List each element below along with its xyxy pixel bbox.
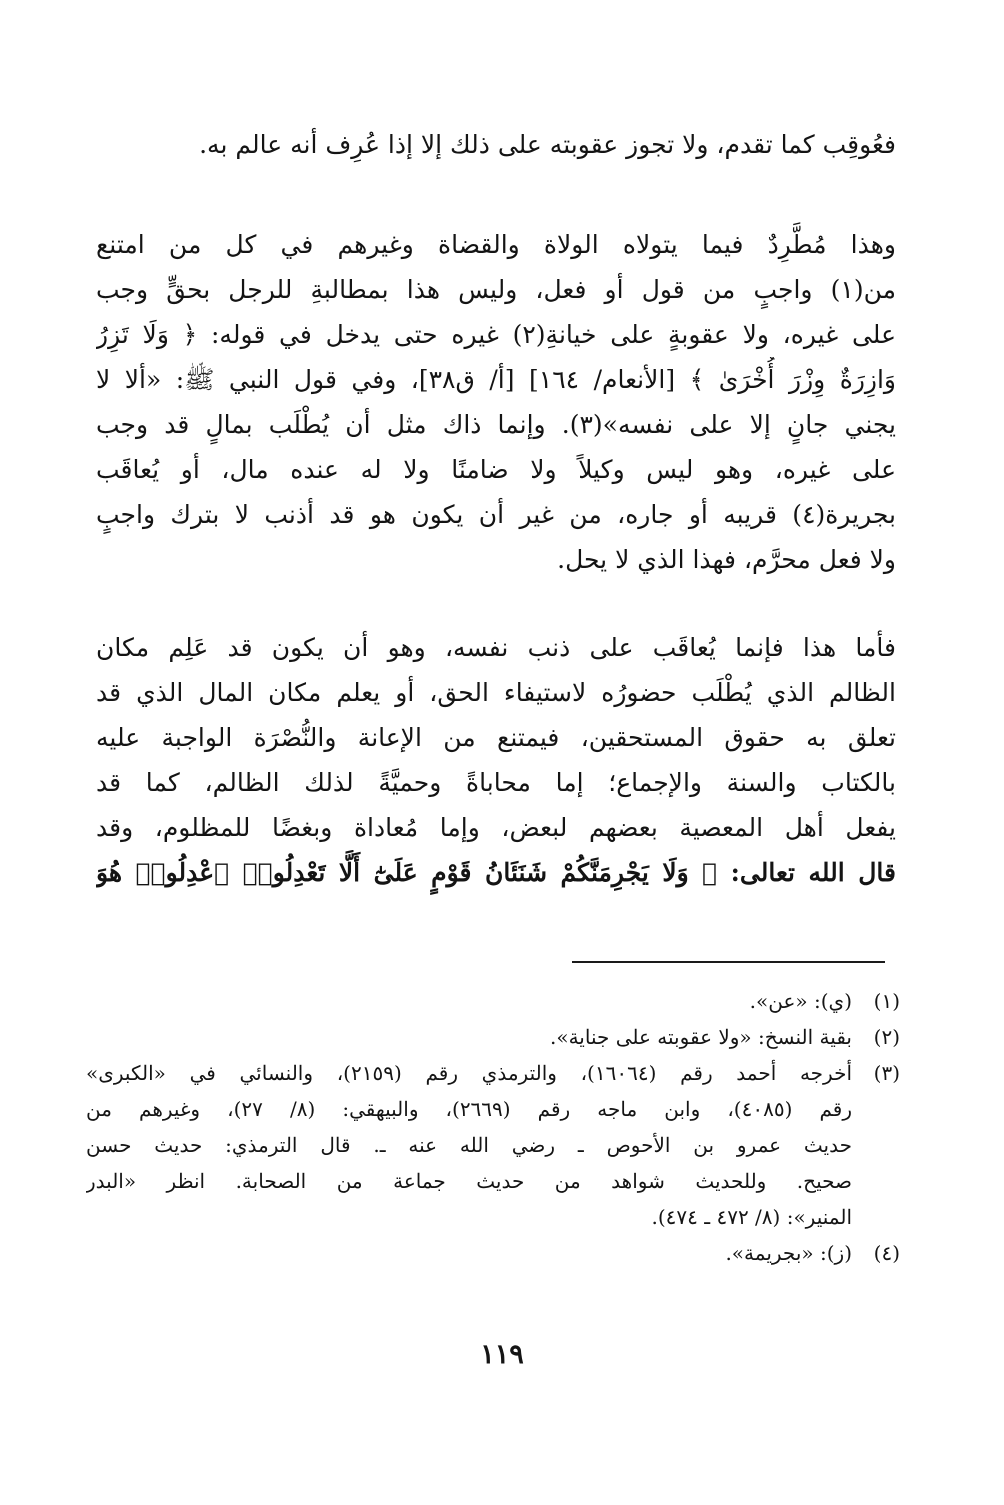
text-line: بجريرة(٤) قريبه أو جاره، من غير أن يكون هو قد أذنب لا بترك واجبٍ (96, 500, 896, 529)
paragraph-1 (96, 122, 896, 167)
text-line: يفعل أهل المعصية بعضهم لبعض، وإما مُعاداة وبغضًا للمظلوم، وقد (96, 813, 896, 842)
text-line: من(١) واجبٍ من قول أو فعل، وليس هذا بمطالبةِ للرجل بحقٍّ وجب (96, 275, 896, 304)
footnote-line: صحيح. وللحديث شواهد من حديث جماعة من الصحابة. انظر «البدر (86, 1169, 852, 1193)
footnote-separator (572, 961, 885, 963)
footnote-number: (٢) (873, 1025, 900, 1049)
footnote-body (86, 1235, 852, 1271)
text-line: الظالم الذي يُطْلَب حضورُه لاستيفاء الحق، أو يعلم مكان المال الذي قد (96, 678, 896, 707)
footnote-number: (٣) (873, 1061, 900, 1085)
text-line: فأما هذا فإنما يُعاقَب على ذنب نفسه، وهو أن يكون قد عَلِم مكان (96, 633, 896, 662)
footnote-number: (١) (873, 989, 900, 1013)
footnote-line: (ز): «بجريمة». (725, 1241, 852, 1265)
text-line: قال الله تعالى: ﴿ وَلَا يَجْرِمَنَّكُمْ شَنَئَانُ قَوْمٍ عَلَىٰٓ أَلَّا تَعْدِلُوا۟ ٱعْدِلُوا۟ هُوَ (96, 858, 896, 887)
footnote-line: أخرجه أحمد رقم (١٦٠٦٤)، والترمذي رقم (٢١٥٩)، والنسائي في «الكبرى» (86, 1061, 852, 1085)
footnote-body (86, 983, 852, 1019)
footnote-line: حديث عمرو بن الأحوص ـ رضي الله عنه ـ. قال الترمذي: حديث حسن (86, 1133, 852, 1157)
footnote-4 (86, 1235, 900, 1271)
text-line: تعلق به حقوق المستحقين، فيمتنع من الإعانة والنُّصْرَة الواجبة عليه (96, 723, 896, 752)
footnote-3 (86, 1055, 900, 1235)
text-line: بالكتاب والسنة والإجماع؛ إما محاباةً وحميَّةً لذلك الظالم، كما قد (96, 768, 896, 797)
footnote-line: رقم (٤٠٨٥)، وابن ماجه رقم (٢٦٦٩)، والبيهقي: (٨/ ٢٧)، وغيرهم من (86, 1097, 852, 1121)
text-line: على غيره، ولا عقوبةٍ على خيانةِ(٢) غيره حتى يدخل في قوله: ﴿ وَلَا تَزِرُ (96, 320, 896, 349)
footnote-body (86, 1019, 852, 1055)
paragraph-2 (96, 222, 896, 582)
footnote-1 (86, 983, 900, 1019)
text-line: ولا فعل محرَّم، فهذا الذي لا يحل. (557, 545, 896, 574)
footnote-body (86, 1055, 852, 1235)
text-line: وهذا مُطَّرِدٌ فيما يتولاه الولاة والقضاة وغيرهم في كل من امتنع (96, 230, 896, 259)
page-number: ١١٩ (480, 1339, 524, 1370)
footnotes (86, 983, 900, 1271)
text-line: فعُوقِب كما تقدم، ولا تجوز عقوبته على ذلك إلا إذا عُرِف أنه عالم به. (199, 130, 896, 159)
text-line: يجني جانٍ إلا على نفسه»(٣). وإنما ذاك مثل أن يُطْلَب بمالٍ قد وجب (96, 410, 896, 439)
text-line: وَازِرَةٌ وِزْرَ أُخْرَىٰ ﴾ [الأنعام/ ١٦٤] [أ/ ق٣٨]، وفي قول النبي ﷺ: «ألا لا (96, 365, 896, 394)
footnote-line: بقية النسخ: «ولا عقوبته على جناية». (549, 1025, 852, 1049)
footnote-line: (ي): «عن». (749, 989, 852, 1013)
footnote-line: المنير»: (٨/ ٤٧٢ ـ ٤٧٤). (651, 1205, 852, 1229)
footnote-2 (86, 1019, 900, 1055)
text-line: على غيره، وهو ليس وكيلاً ولا ضامنًا ولا له عنده مال، أو يُعاقَب (96, 455, 896, 484)
paragraph-3 (96, 625, 896, 895)
footnote-number: (٤) (873, 1241, 900, 1265)
